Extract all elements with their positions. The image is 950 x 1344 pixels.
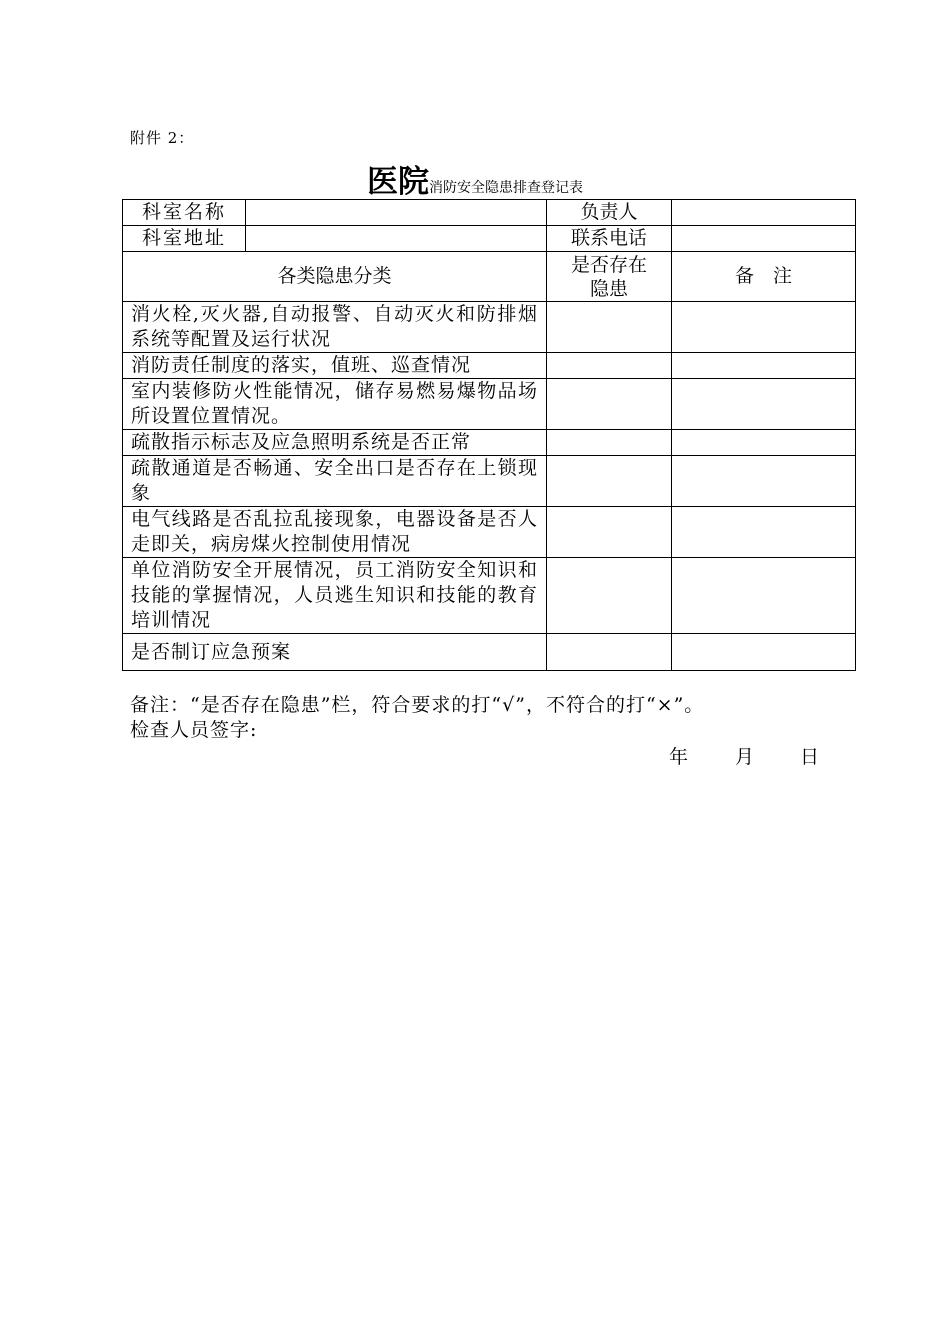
dept-address-label: 科室地址 <box>123 226 246 252</box>
title-rest: 消防安全隐患排查登记表 <box>429 180 583 196</box>
dept-address-field[interactable] <box>246 226 547 252</box>
exists-header-line1: 是否存在 <box>570 253 647 276</box>
phone-label: 联系电话 <box>547 226 672 252</box>
table-row <box>123 353 856 379</box>
table-row <box>123 302 856 353</box>
title-hospital: 医院 <box>367 164 429 200</box>
remarks-cell[interactable] <box>672 430 856 456</box>
remarks-cell[interactable] <box>672 634 856 671</box>
exists-cell[interactable] <box>547 634 672 671</box>
dept-name-row <box>123 200 856 226</box>
footer-notes <box>130 693 704 743</box>
exists-cell[interactable] <box>547 353 672 379</box>
signature-label: 检查人员签字: <box>130 719 258 741</box>
item-cell: 消防责任制度的落实，值班、巡查情况 <box>123 353 547 379</box>
date-year: 年 <box>669 746 689 768</box>
item-cell: 是否制订应急预案 <box>123 634 547 671</box>
phone-field[interactable] <box>672 226 856 252</box>
person-label: 负责人 <box>547 200 672 226</box>
exists-cell[interactable] <box>547 456 672 507</box>
item-cell: 疏散指示标志及应急照明系统是否正常 <box>123 430 547 456</box>
person-field[interactable] <box>672 200 856 226</box>
table-row <box>123 634 856 671</box>
exists-header <box>547 252 672 302</box>
table-row <box>123 430 856 456</box>
dept-name-field[interactable] <box>246 200 547 226</box>
exists-cell[interactable] <box>547 558 672 634</box>
table-row <box>123 379 856 430</box>
item-cell: 室内装修防火性能情况，储存易燃易爆物品场所设置位置情况。 <box>123 379 547 430</box>
legend-note: 备注：“是否存在隐患”栏，符合要求的打“√”，不符合的打“×”。 <box>130 694 705 716</box>
item-cell: 疏散通道是否畅通、安全出口是否存在上锁现象 <box>123 456 547 507</box>
table-row <box>123 507 856 558</box>
date-month: 月 <box>735 746 755 768</box>
exists-header-line2: 隐患 <box>589 277 628 300</box>
dept-name-label: 科室名称 <box>123 200 246 226</box>
exists-cell[interactable] <box>547 430 672 456</box>
inspection-table <box>122 199 856 671</box>
item-cell: 消火栓,灭火器,自动报警、自动灭火和防排烟系统等配置及运行状况 <box>123 302 547 353</box>
remarks-cell[interactable] <box>672 456 856 507</box>
header-row <box>123 252 856 302</box>
exists-cell[interactable] <box>547 507 672 558</box>
exists-cell[interactable] <box>547 379 672 430</box>
item-cell: 单位消防安全开展情况，员工消防安全知识和技能的掌握情况，人员逃生知识和技能的教育培训情况 <box>123 558 547 634</box>
remarks-cell[interactable] <box>672 507 856 558</box>
remarks-cell[interactable] <box>672 379 856 430</box>
remarks-cell[interactable] <box>672 302 856 353</box>
remarks-cell[interactable] <box>672 558 856 634</box>
item-cell: 电气线路是否乱拉乱接现象，电器设备是否人走即关，病房煤火控制使用情况 <box>123 507 547 558</box>
table-row <box>123 456 856 507</box>
dept-address-row <box>123 226 856 252</box>
remarks-header: 备 注 <box>672 252 856 302</box>
exists-cell[interactable] <box>547 302 672 353</box>
attachment-label: 附件 2： <box>130 129 195 147</box>
category-header: 各类隐患分类 <box>123 252 547 302</box>
table-row <box>123 558 856 634</box>
form-title <box>0 156 950 201</box>
remarks-cell[interactable] <box>672 353 856 379</box>
date-day: 日 <box>800 746 820 768</box>
